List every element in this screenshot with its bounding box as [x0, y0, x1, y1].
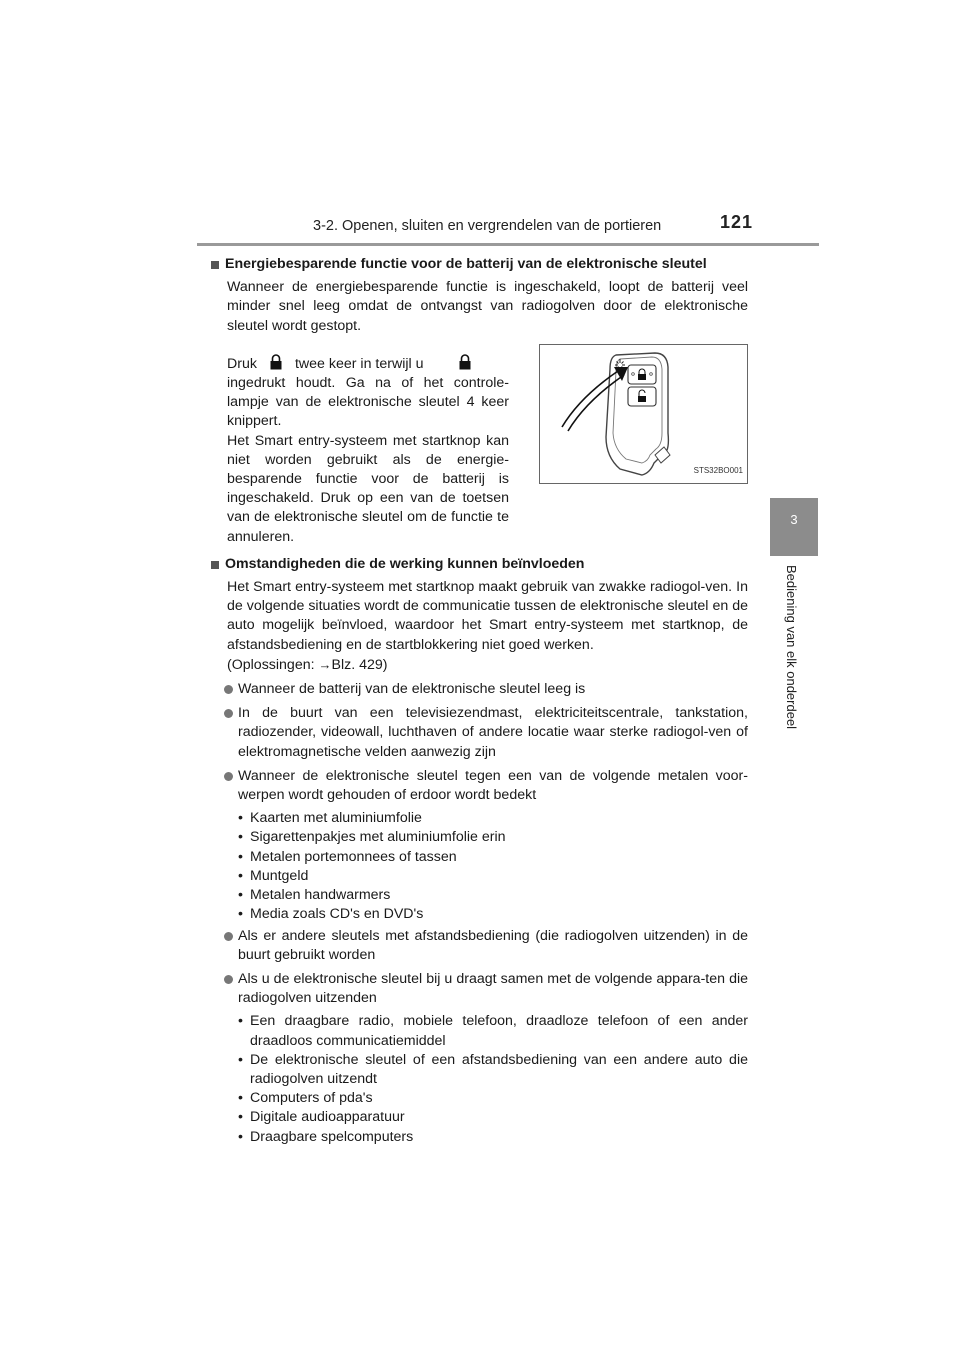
sub-list-item — [238, 1108, 748, 1127]
sub-list-item — [238, 1012, 748, 1050]
sub-bullet: • — [238, 906, 243, 923]
section-intro: Wanneer de energiebesparende functie is ingeschakeld, loopt de batterij veel minder snel leeg omdat de ontvangst van radiogolven door de elektronische sleutel wordt gestopt. — [227, 279, 748, 334]
sub-list-item — [238, 905, 748, 924]
sub-bullet: • — [238, 867, 243, 884]
lock-icon — [458, 354, 472, 370]
sub-list-item — [238, 1128, 748, 1147]
list-item — [210, 680, 748, 699]
conditions-intro: Het Smart entry-systeem met startknop maakt gebruik van zwakke radiogol-ven. In de volgende situaties wordt de communicatie tussen de elektronische sleutel en de auto mogelijk beïnvloed, waardoor het Smart entry-systeem met startknop, de afstandsbediening en de startblokkering niet goed werken. — [227, 579, 748, 653]
instruction-note: Het Smart entry-systeem met startknop kan niet worden gebruikt als de energie-besparende functie voor de batterij is ingeschakeld. Druk op een van de toetsen van de elektronische sleutel om de functie te annuleren. — [227, 432, 509, 545]
instruction-text — [210, 342, 509, 547]
sub-list-text: Digitale audioapparatuur — [250, 1109, 405, 1126]
radio-devices-list — [210, 1012, 748, 1146]
list-item — [210, 970, 748, 1008]
section-heading-text: Omstandigheden die de werking kunnen beïnvloeden — [225, 555, 585, 572]
lock-icon — [269, 354, 283, 370]
round-bullet-icon — [224, 772, 233, 781]
sub-list-item — [238, 1051, 748, 1089]
sub-bullet: • — [238, 1051, 243, 1068]
sub-bullet: • — [238, 1013, 243, 1030]
section-heading-battery-saving — [210, 255, 748, 274]
solutions-label: (Oplossingen: — [227, 656, 319, 673]
arrow-right-icon: → — [318, 656, 332, 672]
list-item — [210, 927, 748, 965]
sub-list-text: De elektronische sleutel of een afstandsbediening van een andere auto die radiogolven uitzendt — [250, 1051, 748, 1087]
metal-objects-list — [210, 809, 748, 924]
sub-list-text: Kaarten met aluminiumfolie — [250, 810, 422, 827]
sub-list-item — [238, 886, 748, 905]
sub-list-text: Draagbare spelcomputers — [250, 1128, 414, 1145]
sub-bullet: • — [238, 1128, 243, 1145]
round-bullet-icon — [224, 709, 233, 718]
solutions-reference — [210, 655, 748, 675]
header-title: 3-2. Openen, sluiten en vergrendelen van de portieren — [313, 218, 662, 234]
chapter-label-text: Bediening van elk onderdeel — [784, 565, 799, 730]
sub-bullet: • — [238, 887, 243, 904]
instruction-twee: twee keer in terwijl u — [294, 355, 424, 372]
header-divider — [197, 243, 819, 246]
sub-bullet: • — [238, 848, 243, 865]
instruction-with-figure — [210, 342, 748, 547]
sub-bullet: • — [238, 1109, 243, 1126]
square-bullet-icon — [211, 261, 219, 269]
page-number: 121 — [720, 212, 754, 232]
chapter-number: 3 — [790, 512, 798, 527]
sub-list-item — [238, 848, 748, 867]
sub-bullet: • — [238, 829, 243, 846]
list-item-text: In de buurt van een televisiezendmast, elektriciteitscentrale, tankstation, radiozender, videowall, luchthaven of andere locatie waar sterke radiogol-ven of elektromagnetische velden aanwezig zijn — [238, 705, 748, 760]
section-heading-conditions — [210, 555, 748, 574]
sub-list-text: Sigarettenpakjes met aluminiumfolie erin — [250, 829, 506, 846]
round-bullet-icon — [224, 975, 233, 984]
list-item-text: Als er andere sleutels met afstandsbediening (die radiogolven uitzenden) in de buurt gebruikt worden — [238, 927, 748, 963]
sub-list-item — [238, 867, 748, 886]
chapter-tab — [770, 498, 818, 556]
instruction-rest: ingedrukt houdt. Ga na of het controle-lampje van de elektronische sleutel 4 keer knippert. — [227, 375, 509, 430]
sub-list-text: Muntgeld — [250, 867, 309, 884]
sub-list-item — [238, 828, 748, 847]
key-fob-figure — [539, 344, 748, 484]
sub-list-text: Een draagbare radio, mobiele telefoon, draadloze telefoon of een ander draadloos communicatiemiddel — [250, 1013, 748, 1049]
sub-list-text: Metalen portemonnees of tassen — [250, 848, 457, 865]
sub-list-text: Media zoals CD's en DVD's — [250, 906, 424, 923]
sub-bullet: • — [238, 1090, 243, 1107]
sub-bullet: • — [238, 810, 243, 827]
instruction-druk: Druk — [227, 355, 257, 372]
sub-list-item — [238, 809, 748, 828]
square-bullet-icon — [211, 561, 219, 569]
sub-list-text: Computers of pda's — [250, 1090, 373, 1107]
list-item — [210, 704, 748, 762]
list-item-text: Als u de elektronische sleutel bij u draagt samen met de volgende appara-ten die radiogolven uitzenden — [238, 970, 748, 1007]
page-content — [210, 255, 748, 1149]
sub-list-text: Metalen handwarmers — [250, 887, 391, 904]
list-item — [210, 767, 748, 805]
round-bullet-icon — [224, 932, 233, 941]
section-heading-text: Energiebesparende functie voor de batterij van de elektronische sleutel — [225, 256, 707, 272]
page-reference-link[interactable]: Blz. 429) — [331, 656, 388, 673]
list-item-text: Wanneer de batterij van de elektronische sleutel leeg is — [238, 681, 586, 698]
chapter-label — [783, 565, 805, 755]
round-bullet-icon — [224, 685, 233, 694]
list-item-text: Wanneer de elektronische sleutel tegen een van de volgende metalen voor-werpen wordt gehouden of erdoor wordt bedekt — [238, 767, 748, 804]
figure-code: STS32BO001 — [693, 465, 743, 475]
sub-list-item — [238, 1089, 748, 1108]
